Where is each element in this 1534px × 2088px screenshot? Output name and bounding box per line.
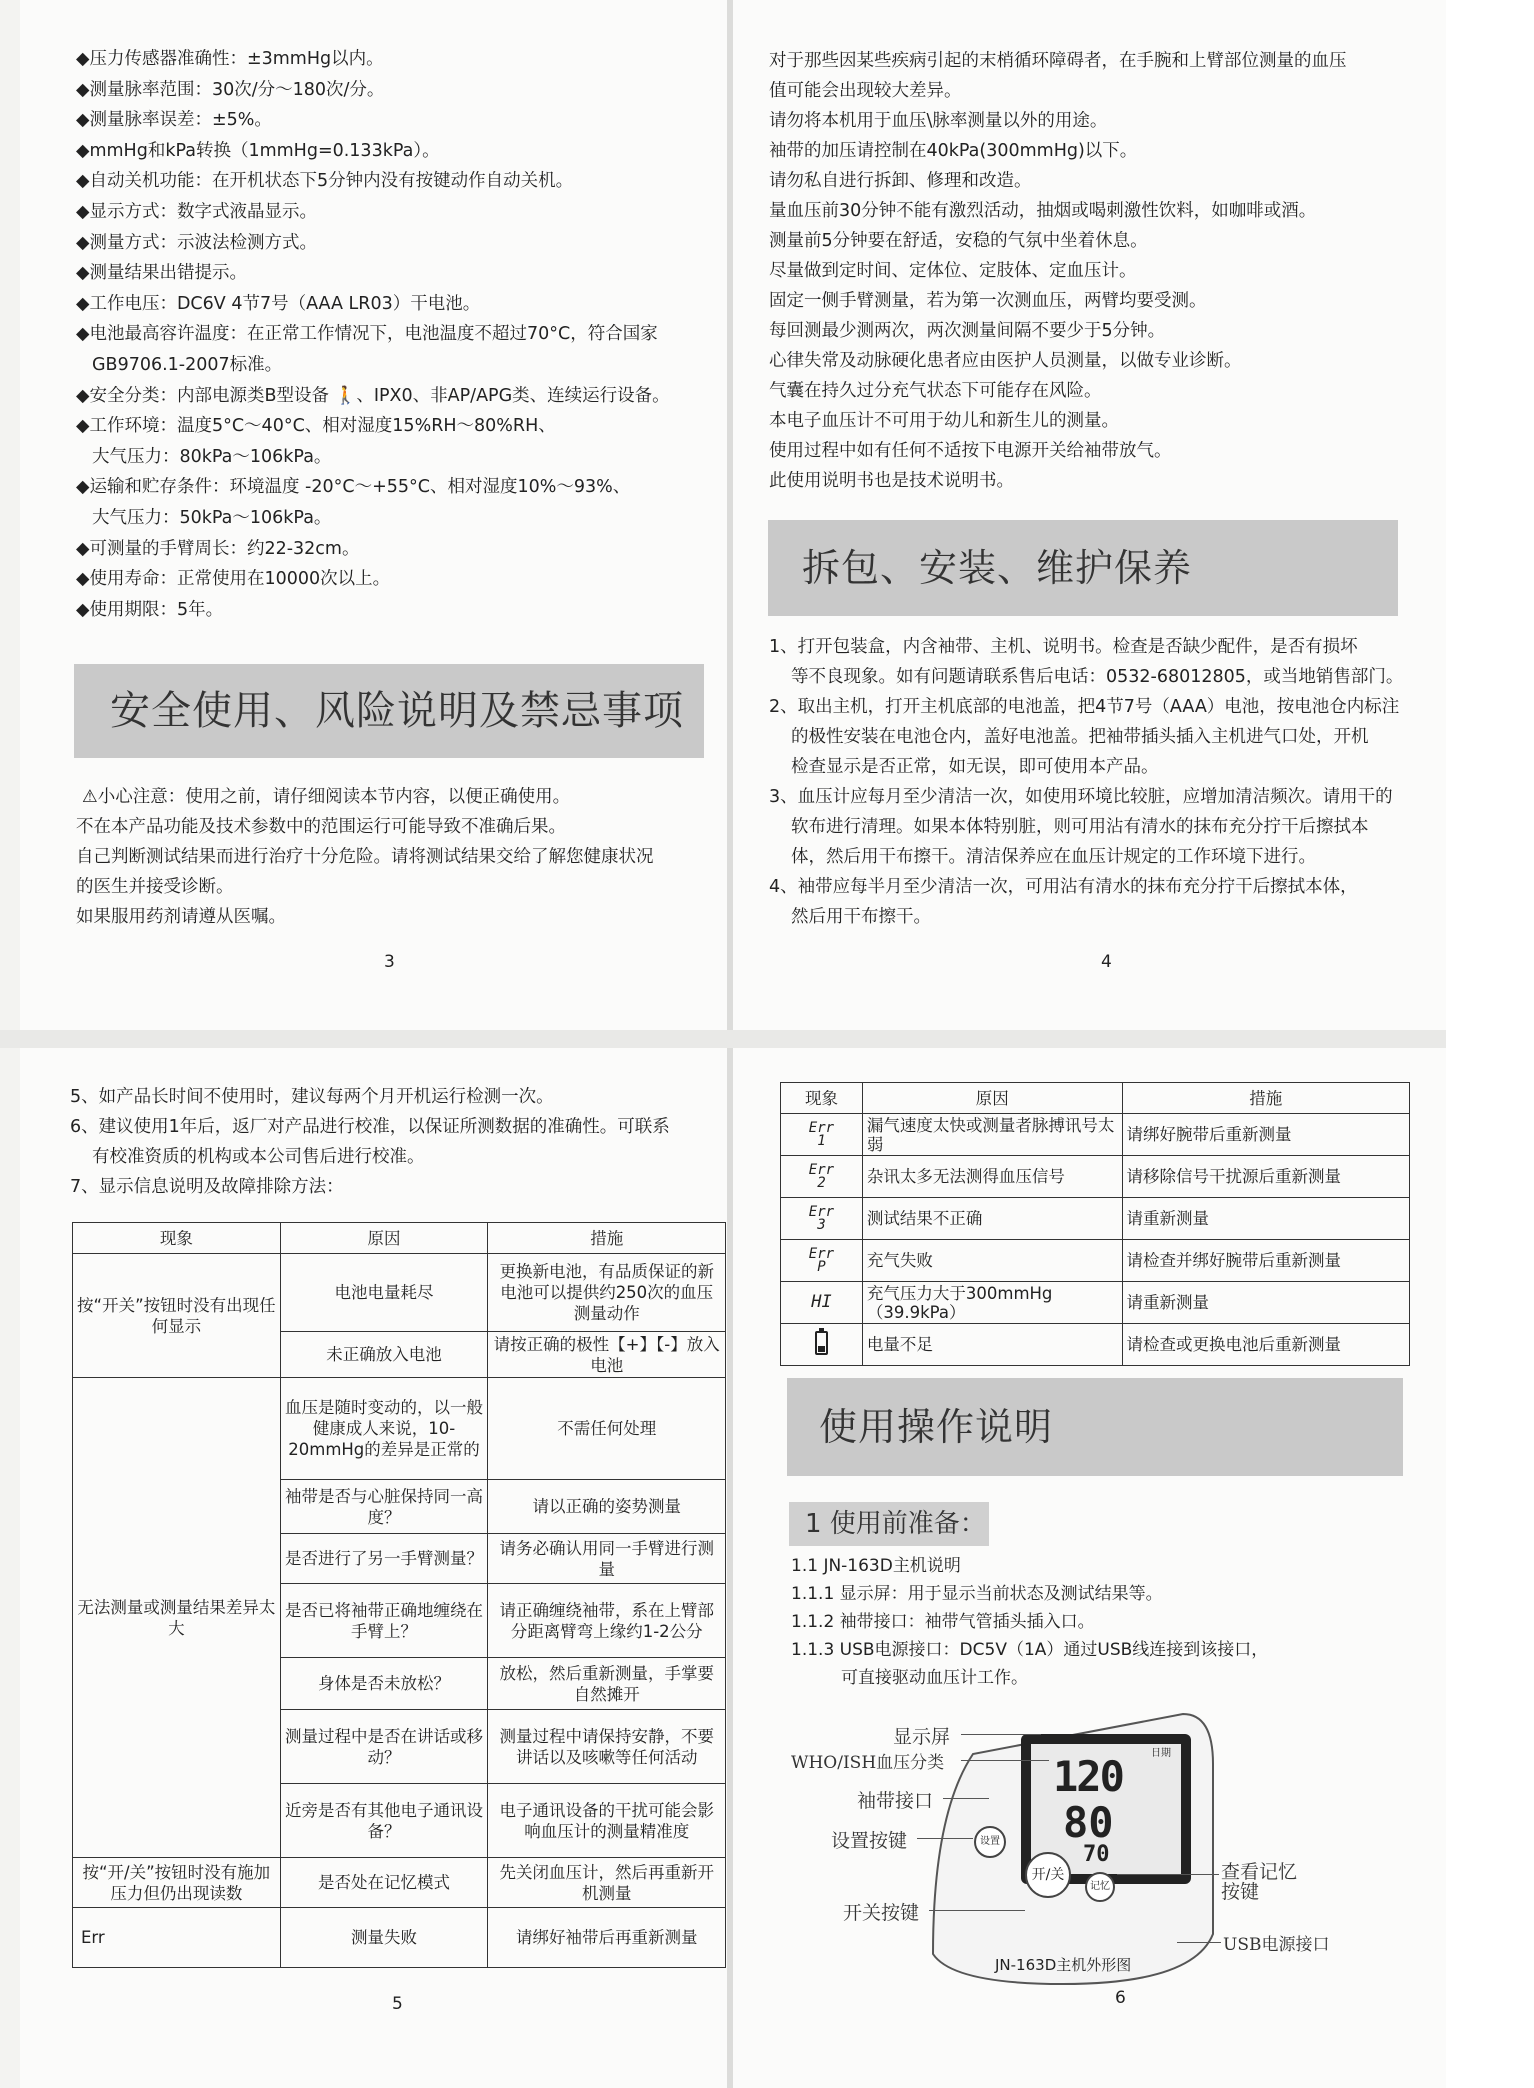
warning-text bbox=[76, 782, 716, 932]
table-header: 现象 bbox=[781, 1083, 863, 1114]
err-code: Err bbox=[808, 1245, 835, 1262]
table-row bbox=[781, 1114, 1410, 1156]
item-line: 6、建议使用1年后，返厂对产品进行校准，以保证所测数据的准确性。可联系 bbox=[70, 1117, 670, 1137]
spec-item: ◆可测量的手臂周长：约22-32cm。 bbox=[76, 538, 360, 559]
warning-list bbox=[769, 46, 1429, 496]
lcd-diastolic: 80 bbox=[1063, 1798, 1114, 1847]
table-header-row bbox=[73, 1223, 726, 1254]
warning-line: 袖带的加压请控制在40kPa(300mmHg)以下。 bbox=[769, 141, 1138, 161]
error-symbol bbox=[781, 1156, 863, 1198]
err-code: Err bbox=[808, 1119, 835, 1136]
err-code: Err bbox=[808, 1203, 835, 1220]
step-line: 2、取出主机，打开主机底部的电池盖，把4节7号（AAA）电池，按电池仓内标注 bbox=[769, 697, 1400, 717]
spec-item: ◆测量方式：示波法检测方式。 bbox=[76, 232, 317, 253]
spec-item: ◆压力传感器准确性：±3mmHg以内。 bbox=[76, 49, 384, 69]
spec-item-cont: 大气压力：80kPa～106kPa。 bbox=[92, 446, 332, 467]
err-code: HI bbox=[811, 1292, 832, 1312]
error-symbol bbox=[781, 1240, 863, 1282]
cause-cell: 充气压力大于300mmHg（39.9kPa） bbox=[862, 1282, 1122, 1324]
cause-cell: 电池电量耗尽 bbox=[280, 1254, 488, 1332]
cause-cell: 测量过程中是否在讲话或移动？ bbox=[280, 1710, 488, 1784]
err-code-num: 2 bbox=[817, 1174, 826, 1191]
warning-line: 本电子血压计不可用于幼儿和新生儿的测量。 bbox=[769, 411, 1119, 431]
warning-line: 不在本产品功能及技术参数中的范围运行可能导致不准确后果。 bbox=[76, 817, 566, 837]
step-line: 1、打开包装盒，内含袖带、主机、说明书。检查是否缺少配件，是否有损坏 bbox=[769, 637, 1358, 657]
warning-line: 如果服用药剂请遵从医嘱。 bbox=[76, 907, 286, 927]
label-power: 开关按键 bbox=[843, 1902, 920, 1924]
cause-cell: 未正确放入电池 bbox=[280, 1332, 488, 1378]
step-1 bbox=[769, 632, 1439, 692]
section-banner-safety: 安全使用、风险说明及禁忌事项 bbox=[74, 664, 704, 758]
table-row bbox=[781, 1324, 1410, 1366]
phenomenon-cell: 按“开关”按钮时没有出现任何显示 bbox=[73, 1254, 281, 1378]
cause-cell: 充气失败 bbox=[862, 1240, 1122, 1282]
intro-line: 1.1.2 袖带接口：袖带气管插头插入口。 bbox=[791, 1612, 1095, 1632]
table-row bbox=[781, 1156, 1410, 1198]
spec-item: ◆工作电压：DC6V 4节7号（AAA LR03）干电池。 bbox=[76, 293, 481, 314]
label-who: WHO/ISH血压分类 bbox=[791, 1753, 945, 1773]
cause-cell: 身体是否未放松？ bbox=[280, 1658, 488, 1710]
warning-line: 尽量做到定时间、定体位、定肢体、定血压计。 bbox=[769, 261, 1137, 281]
table-row bbox=[73, 1254, 726, 1332]
err-code: Err bbox=[808, 1161, 835, 1178]
cause-cell: 是否处在记忆模式 bbox=[280, 1858, 488, 1908]
troubleshoot-table bbox=[72, 1222, 726, 1968]
spec-item: ◆测量脉率误差：±5%。 bbox=[76, 110, 272, 131]
warning-line: 对于那些因某些疾病引起的末梢循环障碍者，在手腕和上臂部位测量的血压 bbox=[769, 51, 1347, 71]
cause-cell: 测试结果不正确 bbox=[862, 1198, 1122, 1240]
section-banner-unpack: 拆包、安装、维护保养 bbox=[768, 520, 1398, 616]
horizontal-fold bbox=[0, 1030, 1446, 1048]
step-line: 3、血压计应每月至少清洁一次，如使用环境比较脏，应增加清洁频次。请用干的 bbox=[769, 787, 1393, 807]
fix-cell: 请务必确认用同一手臂进行测量 bbox=[488, 1534, 726, 1584]
warning-line: 气囊在持久过分充气状态下可能存在风险。 bbox=[769, 381, 1102, 401]
error-code-table bbox=[780, 1082, 1410, 1366]
table-header-row bbox=[781, 1083, 1410, 1114]
table-row bbox=[781, 1198, 1410, 1240]
warning-line: 的医生并接受诊断。 bbox=[76, 877, 234, 897]
spec-item: ◆电池最高容许温度：在正常工作情况下，电池温度不超过70°C，符合国家 bbox=[76, 324, 658, 345]
phenomenon-cell: 按“开/关”按钮时没有施加压力但仍出现读数 bbox=[73, 1858, 281, 1908]
fix-cell: 请检查或更换电池后重新测量 bbox=[1122, 1324, 1409, 1366]
spec-item: ◆自动关机功能：在开机状态下5分钟内没有按键动作自动关机。 bbox=[76, 171, 574, 192]
page-3 bbox=[20, 0, 727, 1030]
fix-cell: 更换新电池，有品质保证的新电池可以提供约250次的血压测量动作 bbox=[488, 1254, 726, 1332]
step-line: 检查显示是否正常，如无误，即可使用本产品。 bbox=[791, 757, 1159, 777]
err-code-num: P bbox=[817, 1258, 826, 1275]
fix-cell: 不需任何处理 bbox=[488, 1378, 726, 1480]
table-header: 措施 bbox=[1122, 1083, 1409, 1114]
page-number: 5 bbox=[392, 1994, 403, 2014]
fix-cell: 请绑好袖带后再重新测量 bbox=[488, 1908, 726, 1968]
err-code-num: 3 bbox=[817, 1216, 826, 1233]
item-line: 5、如产品长时间不使用时，建议每两个月开机运行检测一次。 bbox=[70, 1087, 554, 1107]
table-row bbox=[73, 1908, 726, 1968]
spec-item: ◆显示方式：数字式液晶显示。 bbox=[76, 201, 317, 222]
spec-item-cont: 大气压力：50kPa～106kPa。 bbox=[92, 507, 332, 528]
spec-item: ◆使用期限：5年。 bbox=[76, 599, 224, 620]
cause-cell: 测量失败 bbox=[280, 1908, 488, 1968]
cause-cell: 是否已将袖带正确地缠绕在手臂上？ bbox=[280, 1584, 488, 1658]
fix-cell: 先关闭血压计，然后再重新开机测量 bbox=[488, 1858, 726, 1908]
figure-caption: JN-163D主机外形图 bbox=[995, 1956, 1132, 1974]
fix-cell: 请检查并绑好腕带后重新测量 bbox=[1122, 1240, 1409, 1282]
warning-line: 心律失常及动脉硬化患者应由医护人员测量，以做专业诊断。 bbox=[769, 351, 1242, 371]
label-memory: 查看记忆按键 bbox=[1221, 1861, 1298, 1903]
maintenance-steps bbox=[769, 632, 1439, 932]
error-symbol bbox=[781, 1114, 863, 1156]
set-button[interactable]: 设置 bbox=[974, 1826, 1006, 1858]
label-display: 显示屏 bbox=[893, 1726, 951, 1748]
table-header: 措施 bbox=[488, 1223, 726, 1254]
table-header: 原因 bbox=[280, 1223, 488, 1254]
warning-line: 使用过程中如有任何不适按下电源开关给袖带放气。 bbox=[769, 441, 1172, 461]
spec-item-cont: GB9706.1-2007标准。 bbox=[92, 354, 283, 375]
step-3 bbox=[769, 782, 1439, 872]
step-line: 体，然后用干布擦干。清洁保养应在血压计规定的工作环境下进行。 bbox=[791, 847, 1316, 867]
item-line: 有校准资质的机构或本公司售后进行校准。 bbox=[92, 1147, 425, 1167]
step-2 bbox=[769, 692, 1439, 782]
spec-item: ◆安全分类：内部电源类B型设备 🚶、IPX0、非AP/APG类、连续运行设备。 bbox=[76, 385, 670, 406]
err-code-num: 1 bbox=[817, 1132, 826, 1149]
table-header: 原因 bbox=[862, 1083, 1122, 1114]
page-5 bbox=[20, 1048, 727, 2088]
memory-button[interactable]: 记忆 bbox=[1085, 1872, 1115, 1902]
table-row bbox=[781, 1282, 1410, 1324]
warning-line: 请勿将本机用于血压\脉率测量以外的用途。 bbox=[769, 111, 1108, 131]
phenomenon-cell: Err bbox=[73, 1908, 281, 1968]
step-line: 等不良现象。如有问题请联系售后电话：0532-68012805，或当地销售部门。 bbox=[791, 667, 1404, 687]
item-line: 7、显示信息说明及故障排除方法： bbox=[70, 1177, 344, 1197]
page-number: 4 bbox=[1101, 952, 1112, 972]
step-line: 的极性安装在电池仓内，盖好电池盖。把袖带插头插入主机进气口处，开机 bbox=[791, 727, 1369, 747]
fix-cell: 请正确缠绕袖带，系在上臂部分距离臂弯上缘约1-2公分 bbox=[488, 1584, 726, 1658]
fix-cell: 测量过程中请保持安静，不要讲话以及咳嗽等任何活动 bbox=[488, 1710, 726, 1784]
step-4 bbox=[769, 872, 1439, 932]
fix-cell: 电子通讯设备的干扰可能会影响血压计的测量精准度 bbox=[488, 1784, 726, 1858]
step-line: 然后用干布擦干。 bbox=[791, 907, 931, 927]
label-usb: USB电源接口 bbox=[1223, 1935, 1330, 1955]
page-4 bbox=[733, 0, 1446, 1030]
cause-cell: 近旁是否有其他电子通讯设备？ bbox=[280, 1784, 488, 1858]
table-row bbox=[73, 1858, 726, 1908]
page-number: 6 bbox=[1115, 1988, 1126, 2008]
warning-line: 值可能会出现较大差异。 bbox=[769, 81, 962, 101]
warning-line: 量血压前30分钟不能有激烈活动，抽烟或喝刺激性饮料，如咖啡或酒。 bbox=[769, 201, 1317, 221]
fix-cell: 请以正确的姿势测量 bbox=[488, 1480, 726, 1534]
maintenance-items bbox=[70, 1082, 727, 1202]
label-set: 设置按键 bbox=[831, 1830, 908, 1852]
cause-cell: 杂讯太多无法测得血压信号 bbox=[862, 1156, 1122, 1198]
fix-cell: 请重新测量 bbox=[1122, 1282, 1409, 1324]
error-symbol bbox=[781, 1282, 863, 1324]
cause-cell: 漏气速度太快或测量者脉搏讯号太弱 bbox=[862, 1114, 1122, 1156]
lcd-pulse: 70 bbox=[1083, 1842, 1110, 1867]
scan-margin bbox=[1446, 0, 1534, 2088]
table-header: 现象 bbox=[73, 1223, 281, 1254]
fix-cell: 请按正确的极性【+】【-】放入电池 bbox=[488, 1332, 726, 1378]
device-intro bbox=[791, 1552, 1431, 1692]
intro-line: 1.1.3 USB电源接口：DC5V（1A）通过USB线连接到该接口， bbox=[791, 1640, 1269, 1660]
error-symbol bbox=[781, 1198, 863, 1240]
subheading: 1 使用前准备： bbox=[789, 1502, 989, 1546]
intro-line: 1.1.1 显示屏：用于显示当前状态及测试结果等。 bbox=[791, 1584, 1163, 1604]
table-row bbox=[73, 1378, 726, 1480]
label-cuff: 袖带接口 bbox=[857, 1790, 934, 1812]
warning-line: ⚠小心注意：使用之前，请仔细阅读本节内容，以便正确使用。 bbox=[82, 787, 571, 807]
fix-cell: 请绑好腕带后重新测量 bbox=[1122, 1114, 1409, 1156]
cause-cell: 血压是随时变动的，以一般健康成人来说，10-20mmHg的差异是正常的 bbox=[280, 1378, 488, 1480]
power-button[interactable]: 开/关 bbox=[1025, 1852, 1071, 1898]
spec-list bbox=[76, 44, 716, 625]
table-row bbox=[781, 1240, 1410, 1282]
fix-cell: 请重新测量 bbox=[1122, 1198, 1409, 1240]
fix-cell: 放松，然后重新测量，手掌要自然摊开 bbox=[488, 1658, 726, 1710]
warning-line: 此使用说明书也是技术说明书。 bbox=[769, 471, 1014, 491]
warning-line: 自己判断测试结果而进行治疗十分危险。请将测试结果交给了解您健康状况 bbox=[76, 847, 654, 867]
cause-cell: 袖带是否与心脏保持同一高度？ bbox=[280, 1480, 488, 1534]
cause-cell: 是否进行了另一手臂测量？ bbox=[280, 1534, 488, 1584]
page-number: 3 bbox=[384, 952, 395, 972]
lcd-systolic: 120 bbox=[1053, 1752, 1123, 1801]
fix-cell: 请移除信号干扰源后重新测量 bbox=[1122, 1156, 1409, 1198]
page-6 bbox=[733, 1048, 1446, 2088]
warning-line: 测量前5分钟要在舒适，安稳的气氛中坐着休息。 bbox=[769, 231, 1148, 251]
warning-line: 固定一侧手臂测量，若为第一次测血压，两臂均要受测。 bbox=[769, 291, 1207, 311]
warning-line: 请勿私自进行拆卸、修理和改造。 bbox=[769, 171, 1032, 191]
phenomenon-cell: 无法测量或测量结果差异太大 bbox=[73, 1378, 281, 1858]
spec-item: ◆测量脉率范围：30次/分～180次/分。 bbox=[76, 79, 385, 100]
low-battery-icon bbox=[781, 1324, 863, 1366]
lcd-date-label: 日期 bbox=[1151, 1748, 1171, 1759]
cause-cell: 电量不足 bbox=[862, 1324, 1122, 1366]
intro-line: 1.1 JN-163D主机说明 bbox=[791, 1556, 961, 1576]
spec-item: ◆工作环境：温度5°C～40°C、相对湿度15%RH～80%RH、 bbox=[76, 416, 556, 437]
spec-item: ◆mmHg和kPa转换（1mmHg=0.133kPa）。 bbox=[76, 140, 440, 161]
warning-line: 每回测最少测两次，两次测量间隔不要少于5分钟。 bbox=[769, 321, 1166, 341]
spec-item: ◆测量结果出错提示。 bbox=[76, 263, 247, 284]
spec-item: ◆使用寿命：正常使用在10000次以上。 bbox=[76, 569, 391, 590]
section-banner-operation: 使用操作说明 bbox=[787, 1378, 1403, 1476]
intro-line: 可直接驱动血压计工作。 bbox=[841, 1668, 1028, 1688]
spec-item: ◆运输和贮存条件：环境温度 -20°C～+55°C、相对湿度10%～93%、 bbox=[76, 477, 631, 498]
step-line: 软布进行清理。如果本体特别脏，则可用沾有清水的抹布充分拧干后擦拭本 bbox=[791, 817, 1369, 837]
step-line: 4、袖带应每半月至少清洁一次，可用沾有清水的抹布充分拧干后擦拭本体， bbox=[769, 877, 1358, 897]
